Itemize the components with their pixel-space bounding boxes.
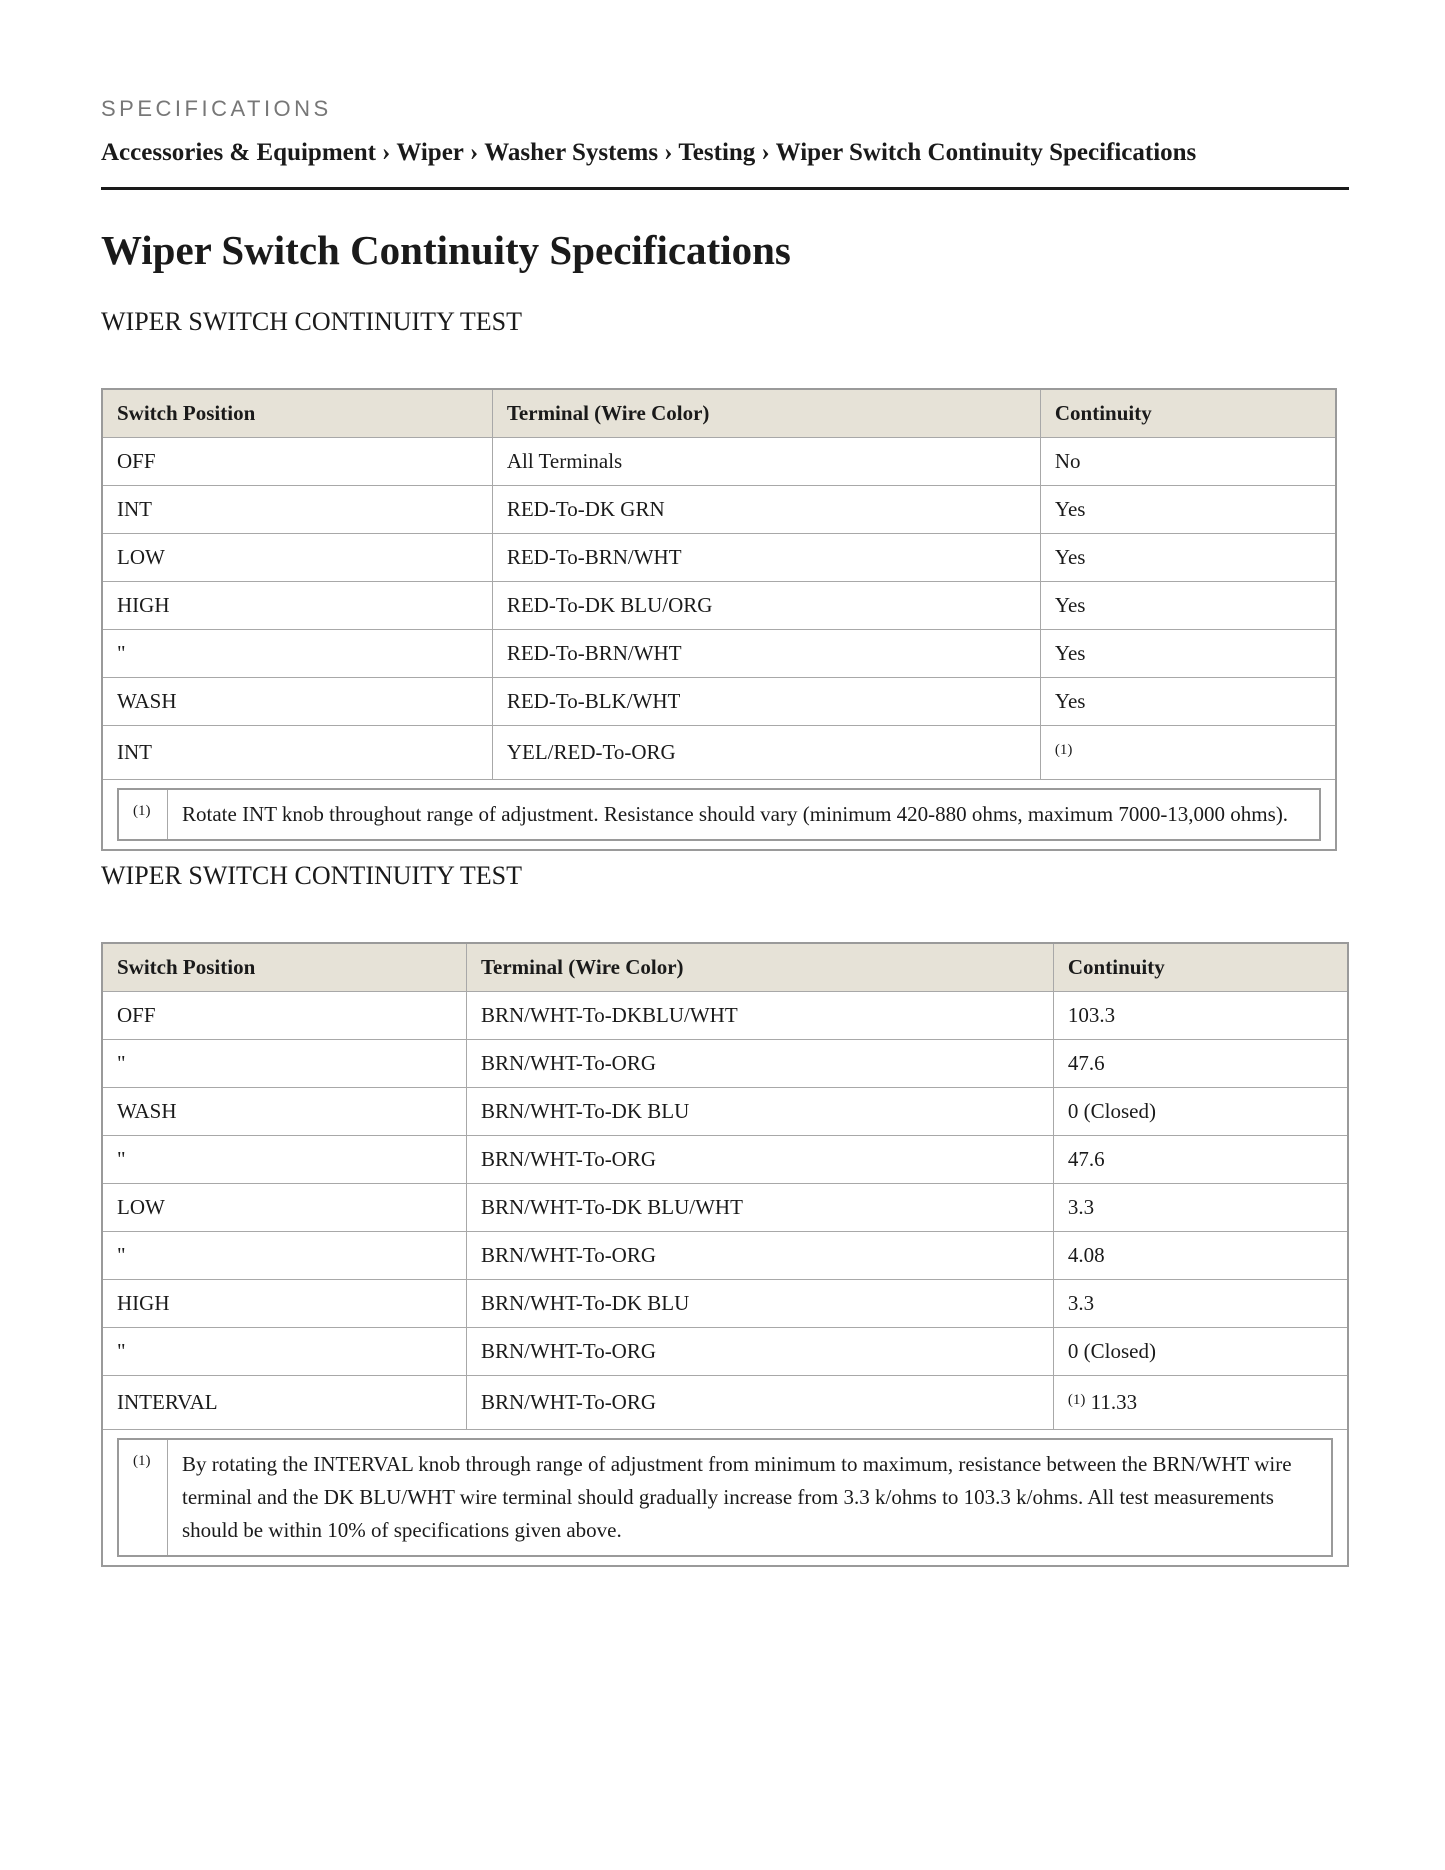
continuity-cell: 3.3: [1053, 1280, 1348, 1328]
table-row: [102, 1088, 1348, 1136]
breadcrumb-item[interactable]: Washer Systems: [484, 139, 659, 166]
switch-position-cell: OFF: [102, 438, 492, 486]
continuity-cell: [1053, 1376, 1348, 1430]
footnote-table: [117, 788, 1321, 841]
table-row: [102, 438, 1336, 486]
footnote-ref[interactable]: (1): [1054, 742, 1073, 758]
switch-position-cell: ": [102, 1328, 466, 1376]
continuity-cell: Yes: [1040, 678, 1336, 726]
continuity-cell: 0 (Closed): [1053, 1088, 1348, 1136]
table-row: [102, 1040, 1348, 1088]
switch-position-cell: ": [102, 1040, 466, 1088]
switch-position-cell: WASH: [102, 678, 492, 726]
switch-position-cell: ": [102, 630, 492, 678]
terminal-cell: BRN/WHT-To-ORG: [466, 1232, 1053, 1280]
page-title: Wiper Switch Continuity Specifications: [101, 227, 791, 273]
footnote-row: [102, 780, 1336, 851]
column-header: Switch Position: [102, 389, 492, 438]
continuity-cell: 4.08: [1053, 1232, 1348, 1280]
switch-position-cell: INT: [102, 486, 492, 534]
footnote-ref: (1): [118, 789, 168, 840]
switch-position-cell: ": [102, 1136, 466, 1184]
table-row: [102, 630, 1336, 678]
terminal-cell: BRN/WHT-To-DKBLU/WHT: [466, 992, 1053, 1040]
terminal-cell: All Terminals: [492, 438, 1040, 486]
column-header: Terminal (Wire Color): [466, 943, 1053, 992]
continuity-cell: Yes: [1040, 630, 1336, 678]
continuity-table: [101, 388, 1337, 851]
footnote-text: Rotate INT knob throughout range of adjustment. Resistance should vary (minimum 420-880 ohms, maximum 7000-13,000 ohms).: [168, 789, 1321, 840]
continuity-cell: 3.3: [1053, 1184, 1348, 1232]
column-header: Continuity: [1040, 389, 1336, 438]
table-row: [102, 1136, 1348, 1184]
table-row: [102, 534, 1336, 582]
terminal-cell: BRN/WHT-To-ORG: [466, 1376, 1053, 1430]
switch-position-cell: HIGH: [102, 582, 492, 630]
table-row: [102, 1184, 1348, 1232]
header-divider: [101, 187, 1349, 190]
switch-position-cell: WASH: [102, 1088, 466, 1136]
table-row: [102, 1232, 1348, 1280]
terminal-cell: BRN/WHT-To-DK BLU: [466, 1088, 1053, 1136]
column-header: Switch Position: [102, 943, 466, 992]
terminal-cell: BRN/WHT-To-ORG: [466, 1040, 1053, 1088]
table-row: [102, 582, 1336, 630]
footnote-row: [102, 1430, 1348, 1567]
switch-position-cell: ": [102, 1232, 466, 1280]
continuity-cell: 103.3: [1053, 992, 1348, 1040]
footnote-table: [117, 1438, 1333, 1557]
table-row: [102, 678, 1336, 726]
terminal-cell: RED-To-BRN/WHT: [492, 630, 1040, 678]
table-row: [102, 992, 1348, 1040]
switch-position-cell: INT: [102, 726, 492, 780]
terminal-cell: BRN/WHT-To-DK BLU: [466, 1280, 1053, 1328]
terminal-cell: BRN/WHT-To-ORG: [466, 1328, 1053, 1376]
switch-position-cell: INTERVAL: [102, 1376, 466, 1430]
terminal-cell: BRN/WHT-To-ORG: [466, 1136, 1053, 1184]
continuity-cell: 47.6: [1053, 1136, 1348, 1184]
column-header: Terminal (Wire Color): [492, 389, 1040, 438]
breadcrumb-item[interactable]: Accessories & Equipment: [101, 139, 376, 166]
breadcrumb-item[interactable]: Testing: [678, 139, 756, 166]
breadcrumb-item[interactable]: Wiper: [396, 139, 464, 166]
switch-position-cell: HIGH: [102, 1280, 466, 1328]
switch-position-cell: LOW: [102, 1184, 466, 1232]
continuity-cell: Yes: [1040, 486, 1336, 534]
section-label: SPECIFICATIONS: [101, 96, 332, 121]
table-header-row: [102, 389, 1336, 438]
table-row: [102, 1376, 1348, 1430]
breadcrumb-separator: ›: [469, 139, 479, 166]
breadcrumb: [101, 139, 1349, 167]
continuity-cell: 0 (Closed): [1053, 1328, 1348, 1376]
terminal-cell: YEL/RED-To-ORG: [492, 726, 1040, 780]
column-header: Continuity: [1053, 943, 1348, 992]
footnote-container: [102, 780, 1336, 851]
switch-position-cell: OFF: [102, 992, 466, 1040]
table-row: [102, 486, 1336, 534]
switch-position-cell: LOW: [102, 534, 492, 582]
table-heading: WIPER SWITCH CONTINUITY TEST: [101, 307, 523, 336]
footnote-ref[interactable]: (1): [1067, 1392, 1086, 1408]
continuity-table: [101, 942, 1349, 1567]
terminal-cell: RED-To-DK GRN: [492, 486, 1040, 534]
footnote-text: By rotating the INTERVAL knob through range of adjustment from minimum to maximum, resistance between the BRN/WHT wire terminal and the DK BLU/WHT wire terminal should gradually increase from 3.3 k/ohms to 103.3 k/ohms. All test measurements should be within 10% of specifications given above.: [168, 1439, 1333, 1556]
continuity-cell: [1040, 726, 1336, 780]
breadcrumb-separator: ›: [381, 139, 391, 166]
table-row: [102, 1328, 1348, 1376]
terminal-cell: RED-To-BRN/WHT: [492, 534, 1040, 582]
breadcrumb-item-current: Wiper Switch Continuity Specifications: [775, 139, 1197, 166]
table-row: [102, 726, 1336, 780]
continuity-cell: No: [1040, 438, 1336, 486]
terminal-cell: RED-To-BLK/WHT: [492, 678, 1040, 726]
breadcrumb-separator: ›: [761, 139, 770, 166]
terminal-cell: RED-To-DK BLU/ORG: [492, 582, 1040, 630]
table-header-row: [102, 943, 1348, 992]
terminal-cell: BRN/WHT-To-DK BLU/WHT: [466, 1184, 1053, 1232]
continuity-value: 11.33: [1090, 1390, 1138, 1414]
footnote-container: [102, 1430, 1348, 1567]
footnote-ref: (1): [118, 1439, 168, 1556]
continuity-cell: Yes: [1040, 534, 1336, 582]
table-row: [102, 1280, 1348, 1328]
continuity-cell: Yes: [1040, 582, 1336, 630]
continuity-cell: 47.6: [1053, 1040, 1348, 1088]
breadcrumb-separator: ›: [664, 139, 673, 166]
table-heading: WIPER SWITCH CONTINUITY TEST: [101, 861, 523, 890]
